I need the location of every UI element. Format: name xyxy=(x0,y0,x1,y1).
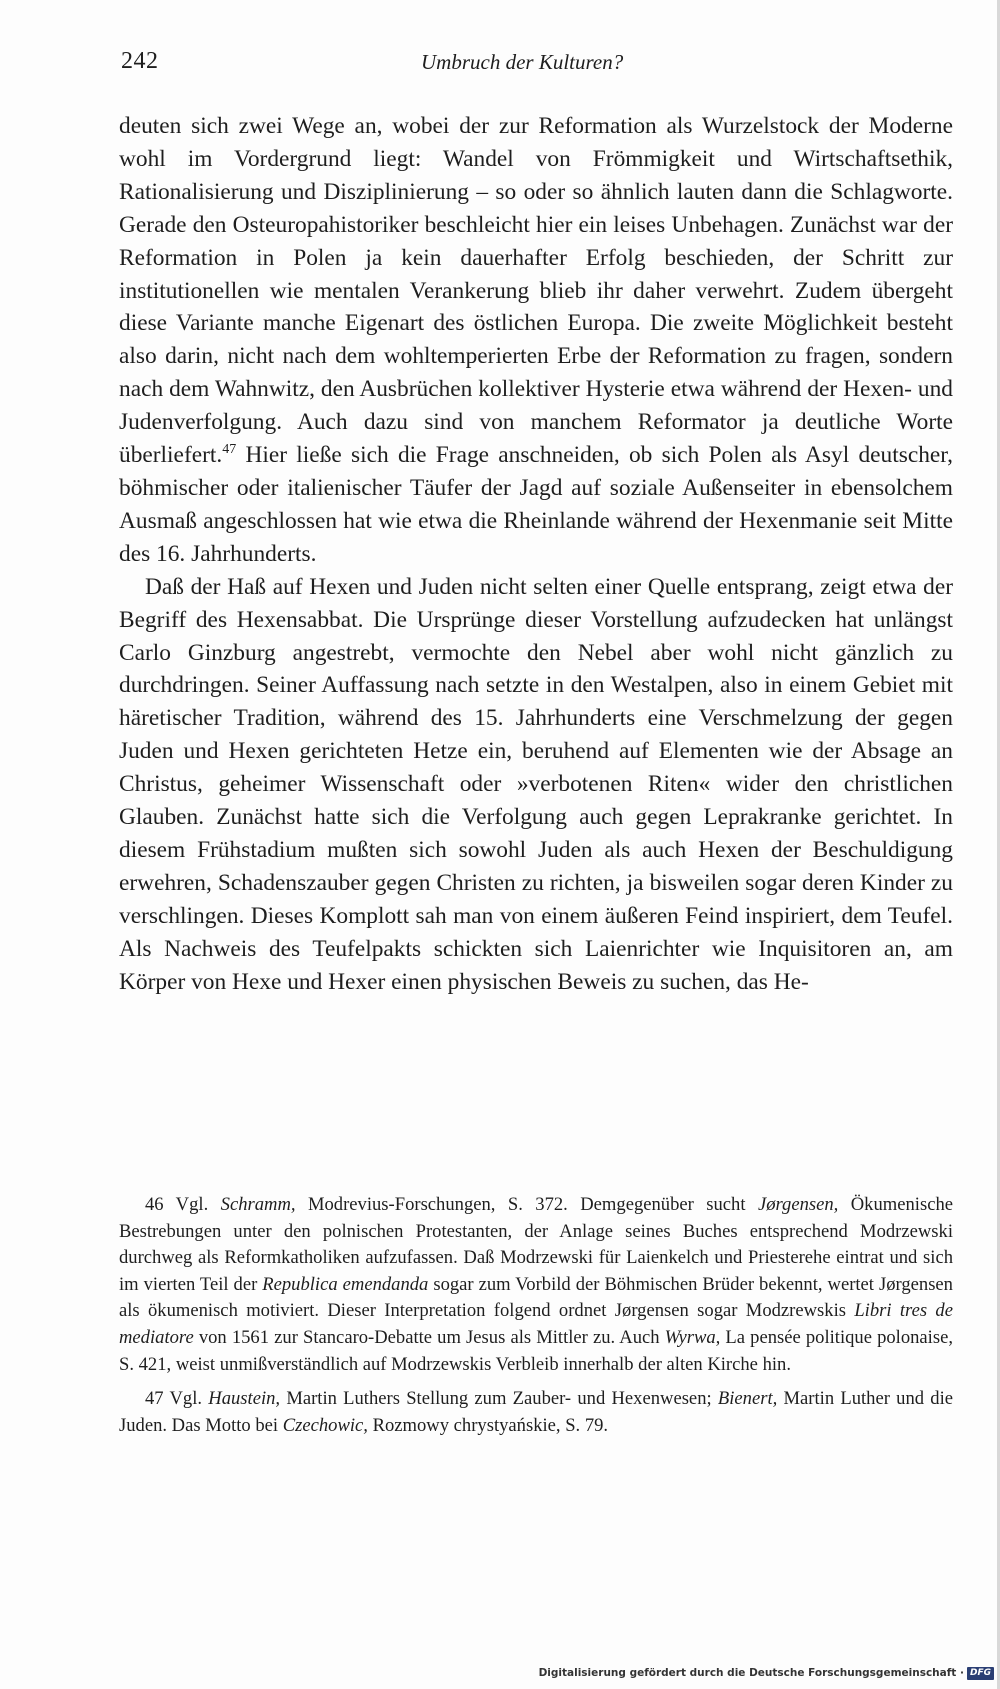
digitization-credit xyxy=(539,1666,994,1680)
footnote-reference: 47 xyxy=(222,442,237,458)
main-text xyxy=(119,110,953,998)
footnote-author: Czechowic, xyxy=(282,1414,368,1436)
page-number: 242 xyxy=(121,48,159,74)
paragraph-1-text-b: Hier ließe sich die Frage anschneiden, ob sich Polen als Asyl deutscher, böhmischer oder italienischer Täufer der Jagd auf soziale Außenseiter in ebensolchem Ausmaß angeschlossen hat wie etwa die Rheinlande während der Hexenmanie seit Mitte des 16. Jahrhunderts. xyxy=(119,442,953,567)
footnote-47 xyxy=(119,1386,953,1439)
footnote-text: Martin Luther und die Juden. Das Motto bei xyxy=(119,1388,954,1436)
footnotes xyxy=(119,1192,953,1447)
running-head xyxy=(121,46,951,86)
footnote-text: Ökumenische Bestrebungen unter den polnischen Protestanten, der Anlage seines Buches entsprechend Modrzewski durchweg als Reformkatholiken aufzufassen. Daß Modrzewski für Laienkelch und Priesterehe eintrat und sich im vierten Teil der xyxy=(119,1194,953,1295)
footnote-author: Schramm, xyxy=(220,1194,296,1215)
dfg-logo-icon: DFG xyxy=(967,1667,994,1680)
digitization-credit-text: Digitalisierung gefördert durch die Deutsche Forschungsgemeinschaft · xyxy=(538,1667,964,1679)
footnote-author: Bienert, xyxy=(717,1388,778,1410)
paragraph-1-text-a: deuten sich zwei Wege an, wobei der zur Reformation als Wurzelstock der Moderne wohl im Vordergrund liegt: Wandel von Frömmigkeit und Wirtschaftsethik, Rationalisierung und Disziplinierung – so oder so ähnlich lauten dann die Schlagworte. Gerade den Osteuropahistoriker beschleicht hier ein leises Unbehagen. Zunächst war der Reformation in Polen ja kein dauerhafter Erfolg beschieden, der Schritt zur institutionellen wie mentalen Verankerung blieb ihr daher verwehrt. Zudem übergeht diese Variante manche Eigenart des östlichen Europa. Die zweite Möglichkeit besteht also darin, nicht nach dem wohltemperierten Erbe der Reformation zu fragen, sondern nach dem Wahnwitz, den Ausbrüchen kollektiver Hysterie etwa während der Hexen- und Judenverfolgung. Auch dazu sind von manchem Reformator ja deutliche Worte überliefert. xyxy=(119,113,953,469)
footnote-text: Vgl. xyxy=(163,1194,221,1215)
footnote-text: Martin Luthers Stellung zum Zauber- und Hexenwesen; xyxy=(280,1388,718,1410)
footnote-text: sogar zum Vorbild der Böhmischen Brüder bekennt, wertet Jørgensen als ökumenisch motiviert. Dieser Interpretation folgend ordnet Jørgensen sogar Modzrewskis xyxy=(119,1273,953,1322)
footnote-46 xyxy=(119,1192,953,1378)
footnote-number: 46 xyxy=(145,1194,164,1215)
footnote-author: Jørgensen, xyxy=(757,1194,839,1215)
footnote-text: La pensée politique polonaise, S. 421, weist unmißverständlich auf Modrzewskis Verbleib innerhalb der alten Kirche hin. xyxy=(119,1326,953,1375)
running-title: Umbruch der Kulturen? xyxy=(421,50,624,74)
footnote-text: Modrevius-Forschungen, S. 372. Demgegenüber sucht xyxy=(295,1194,758,1215)
footnote-author: Wyrwa, xyxy=(664,1326,721,1348)
footnote-author: Haustein, xyxy=(208,1388,281,1410)
footnote-text: von 1561 zur Stancaro-Debatte um Jesus als Mittler zu. Auch xyxy=(193,1326,665,1348)
paragraph-2: Daß der Haß auf Hexen und Juden nicht selten einer Quelle entsprang, zeigt etwa der Begriff des Hexensabbat. Die Ursprünge dieser Vorstellung aufzudecken hat unlängst Carlo Ginzburg angestrebt, vermochte den Nebel aber wohl nicht gänzlich zu durchdringen. Seiner Auffassung nach setzte in den Westalpen, also in einem Gebiet mit häretischer Tradition, während des 15. Jahrhunderts eine Verschmelzung der gegen Juden und Hexen gerichteten Hetze ein, beruhend auf Elementen wie der Absage an Christus, geheimer Wissenschaft oder »verbotenen Riten« wider den christlichen Glauben. Zunächst hatte sich die Verfolgung auch gegen Leprakranke gerichtet. In diesem Frühstadium mußten sich sowohl Juden als auch Hexen der Beschuldigung erwehren, Schadenszauber gegen Christen zu richten, ja bisweilen sogar deren Kinder zu verschlingen. Dieses Komplott sah man von einem äußeren Feind inspiriert, dem Teufel. Als Nachweis des Teufelpakts schickten sich Laienrichter wie Inquisitoren an, am Körper von Hexe und Hexer einen physischen Beweis zu suchen, das He- xyxy=(119,573,953,995)
footnote-work-title: Libri tres de mediatore xyxy=(119,1300,953,1348)
footnote-text: Rozmowy chrystyańskie, S. 79. xyxy=(367,1414,609,1436)
footnote-work-title: Republica emendanda xyxy=(262,1273,429,1295)
paragraph-1 xyxy=(119,110,953,571)
footnote-text: Vgl. xyxy=(163,1388,209,1410)
footnote-number: 47 xyxy=(145,1388,164,1410)
